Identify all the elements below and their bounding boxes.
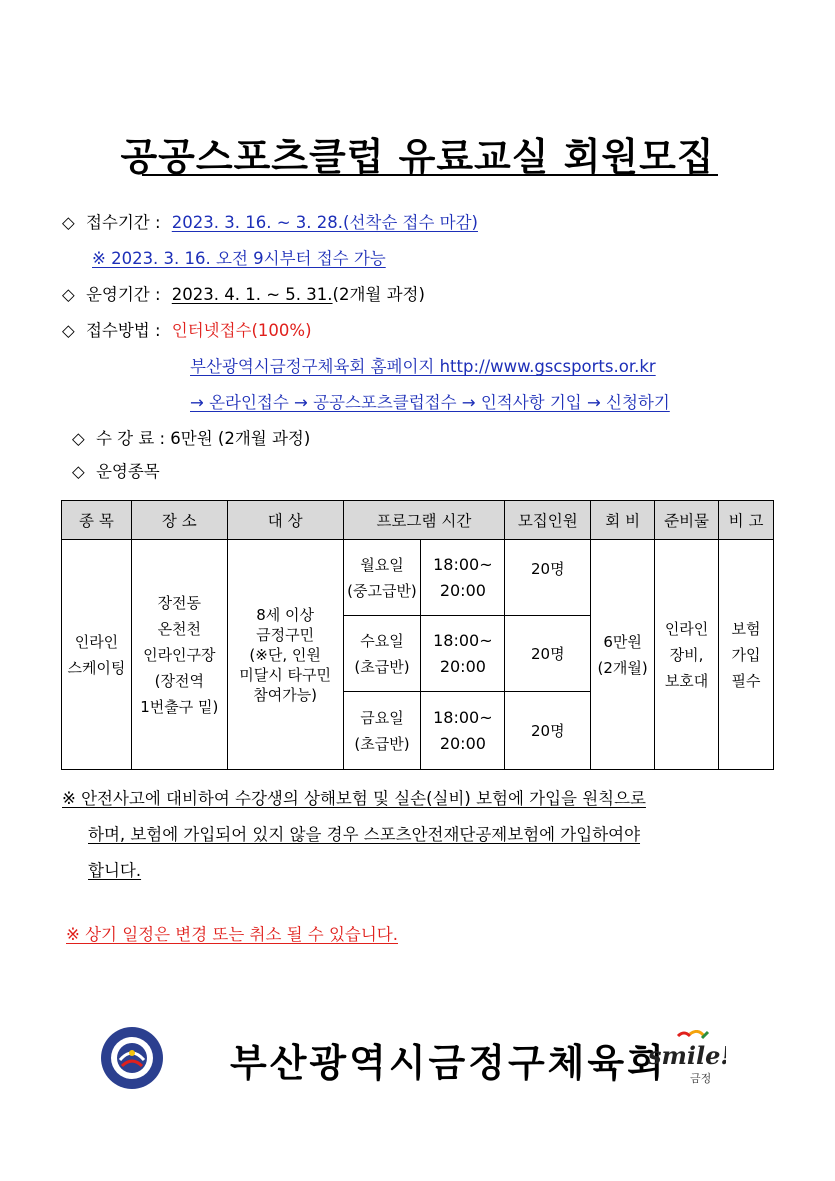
header-sport: 종 목 (62, 501, 132, 540)
header-fee: 회 비 (591, 501, 655, 540)
period-note: ※ 2023. 3. 16. 오전 9시부터 접수 가능 (92, 249, 386, 268)
session-day: 금요일 (360, 708, 404, 727)
session-end: 20:00 (439, 580, 486, 600)
session-level: (초급반) (354, 734, 410, 753)
header-remark: 비 고 (719, 501, 774, 540)
org-name: 부산광역시금정구체육회 (230, 1041, 667, 1085)
target-line: 금정구민 (256, 625, 315, 644)
schedule-change-notice: ※ 상기 일정은 변경 또는 취소 될 수 있습니다. (66, 925, 398, 944)
equipment-cell (655, 540, 719, 770)
session-day-cell (343, 616, 421, 692)
session-end: 20:00 (439, 733, 486, 753)
info-sports (72, 461, 160, 483)
svg-text:smile!: smile! (648, 1041, 726, 1070)
equipment-line: 보호대 (664, 671, 709, 690)
operation-value: 2023. 4. 1. ~ 5. 31. (171, 285, 333, 304)
place-line: 온천천 (157, 619, 202, 638)
header-capacity: 모집인원 (505, 501, 591, 540)
session-day-cell (343, 692, 421, 770)
place-line: 장전동 (157, 593, 202, 612)
period-label: 접수기간 : (85, 213, 161, 232)
session-count: 20명 (505, 692, 591, 770)
target-line: 미달시 타구민 (239, 665, 331, 684)
application-steps: → 온라인접수 → 공공스포츠클럽접수 → 인적사항 기입 → 신청하기 (190, 393, 670, 412)
place-line: 1번출구 밑) (140, 697, 219, 716)
fee-label: 수 강 료 : 6만원 (2개월 과정) (95, 429, 311, 448)
equipment-line: 인라인 (664, 619, 709, 638)
svg-text:금정: 금정 (690, 1072, 712, 1085)
remark-line: 필수 (731, 671, 761, 690)
sport-cell (62, 540, 132, 770)
place-line: (장전역 (154, 671, 204, 690)
place-cell (131, 540, 227, 770)
target-cell (227, 540, 343, 770)
session-level: (중고급반) (347, 581, 417, 600)
session-start: 18:00~ (433, 554, 493, 574)
insurance-notice-line1: ※ 안전사고에 대비하여 수강생의 상해보험 및 실손(실비) 보험에 가입을 원칙으로 (62, 789, 646, 808)
page-title: 공공스포츠클럽 유료교실 회원모집 (120, 135, 715, 179)
target-line: 8세 이상 (256, 605, 315, 624)
sport-line: 스케이팅 (67, 658, 126, 677)
session-start: 18:00~ (433, 630, 493, 650)
session-end: 20:00 (439, 656, 486, 676)
header-equipment: 준비물 (655, 501, 719, 540)
info-operation (62, 284, 425, 306)
session-start: 18:00~ (433, 707, 493, 727)
operation-label: 운영기간 : (85, 285, 161, 304)
header-place: 장 소 (131, 501, 227, 540)
header-target: 대 상 (227, 501, 343, 540)
table-row (62, 540, 774, 616)
session-level: (초급반) (354, 657, 410, 676)
target-line: 참여가능) (253, 685, 318, 704)
table-header-row (62, 501, 774, 540)
session-count: 20명 (505, 540, 591, 616)
sports-label: 운영종목 (95, 462, 160, 481)
diamond-bullet-icon: ◇ (62, 213, 75, 232)
fee-line: 6만원 (603, 632, 642, 651)
period-value: 2023. 3. 16. ~ 3. 28.(선착순 접수 마감) (171, 213, 478, 232)
sports-council-emblem-icon (100, 1026, 164, 1090)
session-time-cell (421, 616, 505, 692)
session-count: 20명 (505, 616, 591, 692)
diamond-bullet-icon: ◇ (62, 321, 75, 340)
equipment-line: 장비, (669, 645, 704, 664)
method-value: 인터넷접수(100%) (171, 321, 312, 340)
homepage-link[interactable]: 부산광역시금정구체육회 홈페이지 http://www.gscsports.or.kr (190, 357, 656, 376)
target-line: (※단, 인원 (249, 645, 321, 664)
program-table (61, 500, 774, 770)
session-day-cell (343, 540, 421, 616)
fee-cell (591, 540, 655, 770)
place-line: 인라인구장 (143, 645, 216, 664)
fee-line: (2개월) (597, 658, 648, 677)
insurance-notice-line3: 합니다. (88, 861, 142, 880)
info-method (62, 320, 312, 342)
header-time: 프로그램 시간 (343, 501, 505, 540)
sport-line: 인라인 (74, 632, 119, 651)
insurance-notice-line2: 하며, 보험에 가입되어 있지 않을 경우 스포츠안전재단공제보험에 가입하여야 (88, 825, 641, 844)
info-fee (72, 428, 310, 450)
method-label: 접수방법 : (85, 321, 161, 340)
remark-cell (719, 540, 774, 770)
smile-geumjeong-logo-icon (646, 1030, 726, 1086)
diamond-bullet-icon: ◇ (72, 429, 85, 448)
remark-line: 가입 (731, 645, 761, 664)
session-time-cell (421, 540, 505, 616)
remark-line: 보험 (731, 619, 761, 638)
diamond-bullet-icon: ◇ (72, 462, 85, 481)
session-time-cell (421, 692, 505, 770)
operation-suffix: (2개월 과정) (332, 285, 425, 304)
title-underline (142, 174, 718, 176)
diamond-bullet-icon: ◇ (62, 285, 75, 304)
session-day: 월요일 (360, 555, 404, 574)
info-period (62, 212, 478, 234)
session-day: 수요일 (360, 631, 404, 650)
